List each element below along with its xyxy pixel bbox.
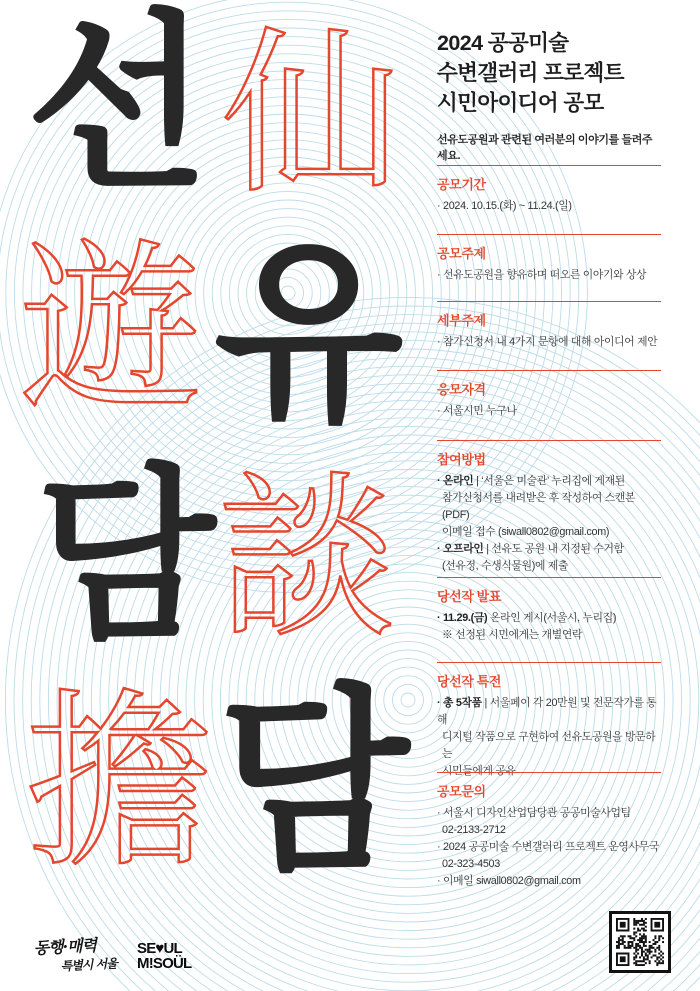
apply-line-online: · 온라인 | ‘서울은 미술관’ 누리집에 게재된 xyxy=(437,475,625,487)
brand-line-2: M!SOÜL xyxy=(137,955,192,972)
section-how-to-apply-title: 참여방법 xyxy=(437,452,486,467)
contact-line-email: · 이메일 siwall0802@gmail.com xyxy=(437,875,581,887)
section-subtopic-line: · 참가신청서 내 4가지 문항에 대해 아이디어 제안 xyxy=(437,336,658,348)
title-line-2: 수변갤러리 프로젝트 xyxy=(437,61,624,85)
qr-finder-bottom-left xyxy=(616,953,629,966)
art-char-dam2-hangul: 담 xyxy=(218,664,410,897)
poster-subtitle: 선유도공원과 관련된 여러분의 이야기를 들려주세요. xyxy=(437,134,653,162)
qr-finder-top-left xyxy=(616,918,629,931)
brand-line-1: SE♥UL xyxy=(137,940,182,957)
title-line-1: 2024 공공미술 xyxy=(437,31,569,55)
section-eligibility-title: 응모자격 xyxy=(437,382,486,397)
section-theme-line: · 선유도공원을 향유하며 떠오른 이야기와 상상 xyxy=(437,269,647,281)
art-char-dam1-hanja: 談 xyxy=(218,455,396,662)
announcement-line-note: ※ 선정된 시민에게는 개별연락 xyxy=(442,629,583,641)
section-announcement-title: 당선작 발표 xyxy=(437,589,502,604)
section-how-to-apply xyxy=(437,440,661,575)
section-subtopic-title: 세부주제 xyxy=(437,313,486,328)
title-line-3: 시민아이디어 공모 xyxy=(437,91,604,115)
contact-line-phone-1: 02-2133-2712 xyxy=(442,824,506,836)
section-benefits-title: 당선작 특전 xyxy=(437,674,502,689)
contact-line-office: · 2024 공공미술 수변갤러리 프로젝트 운영사무국 xyxy=(437,841,659,853)
section-contact-title: 공모문의 xyxy=(437,784,486,799)
poster-title xyxy=(437,28,661,118)
art-char-seon-hanja: 仙 xyxy=(222,11,400,218)
seoul-city-slogan-logo xyxy=(33,930,139,975)
section-announcement xyxy=(437,577,661,644)
section-contact xyxy=(437,772,661,890)
slogan-line-2: 특별시 서울 xyxy=(60,956,118,974)
section-period-title: 공모기간 xyxy=(437,177,486,192)
apply-line-form: 참가신청서를 내려받은 후 작성하여 스캔본(PDF) xyxy=(442,492,636,521)
benefits-line-3: 시민들에게 공유 xyxy=(442,765,516,777)
apply-line-email: 이메일 접수 (siwall0802@gmail.com) xyxy=(442,526,610,538)
apply-line-offline: · 오프라인 | 선유도 공원 내 지정된 수거함 xyxy=(437,543,624,555)
qr-finder-top-right xyxy=(651,918,664,931)
section-theme-title: 공모주제 xyxy=(437,246,486,261)
section-theme xyxy=(437,234,661,284)
section-eligibility-line: · 서울시민 누구나 xyxy=(437,405,517,417)
announcement-line-date: · 11.29.(금) 온라인 게시(서울시, 누리집) xyxy=(437,612,617,624)
art-char-dam2-hanja: 擔 xyxy=(24,672,215,893)
art-char-dam1-hangul: 담 xyxy=(36,445,216,664)
slogan-line-1: 동행·매력 xyxy=(33,935,97,958)
benefits-line-1: · 총 5작품 | 서울페이 각 20만원 및 전문작가를 통해 xyxy=(437,697,657,726)
benefits-line-2: 디지털 작품으로 구현하여 선유도공원을 방문하는 xyxy=(442,731,656,760)
art-char-seon-hangul: 선 xyxy=(26,0,210,214)
qr-modules xyxy=(616,918,664,966)
qr-code xyxy=(609,911,671,973)
contact-line-team: · 서울시 디자인산업담당관 공공미술사업팀 xyxy=(437,807,631,819)
art-char-yu-hanja: 遊 xyxy=(20,223,202,435)
contact-line-phone-2: 02-323-4503 xyxy=(442,858,500,870)
section-subtopic xyxy=(437,301,661,351)
info-column xyxy=(437,28,661,958)
section-eligibility xyxy=(437,370,661,420)
art-char-yu-hangul: 유 xyxy=(214,219,404,449)
section-period-line: · 2024. 10.15.(화) ~ 11.24.(일) xyxy=(437,200,572,212)
section-period xyxy=(437,165,661,215)
apply-line-dropbox: (선유정, 수생식물원)에 제출 xyxy=(442,560,569,572)
section-benefits xyxy=(437,662,661,780)
seoul-my-soul-logo xyxy=(137,941,191,971)
